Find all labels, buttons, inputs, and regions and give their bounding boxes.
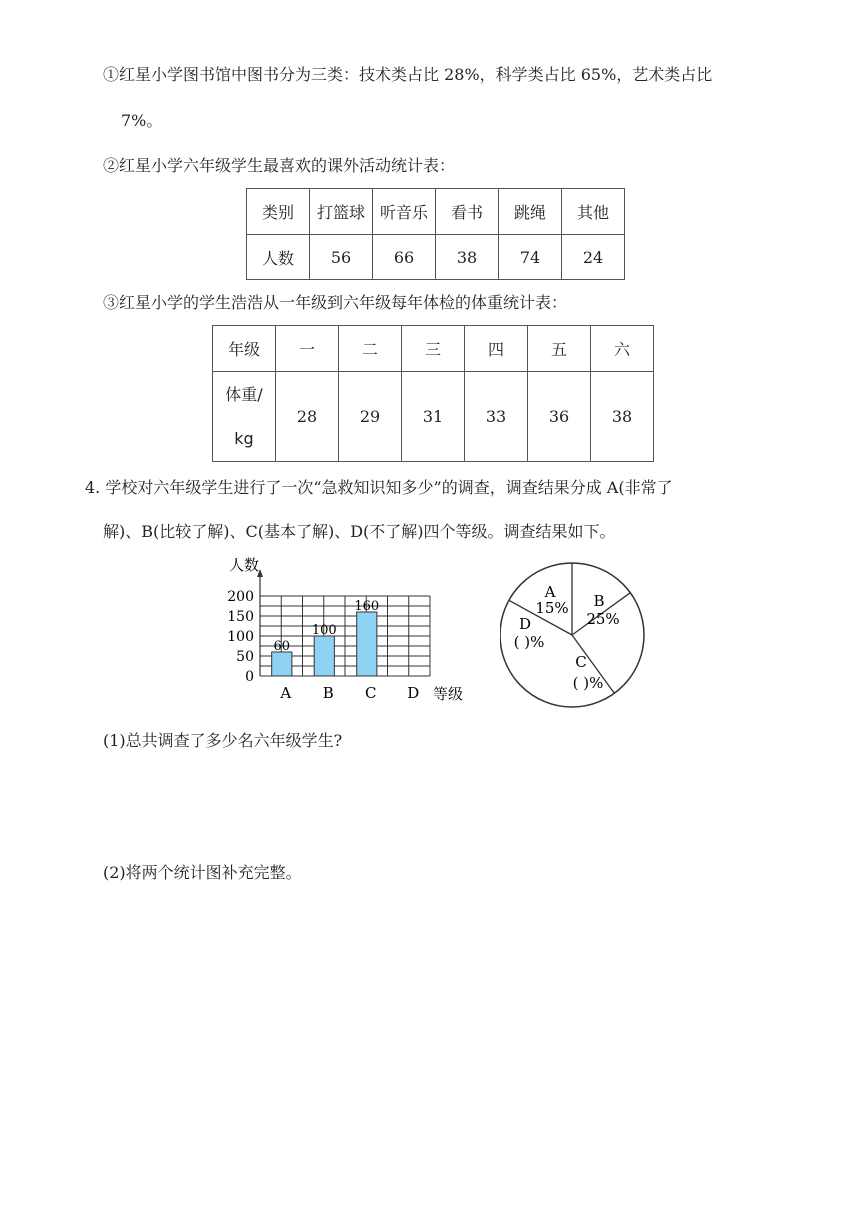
pie-label-c: C — [575, 653, 587, 671]
item3-title: ③红星小学的学生浩浩从一年级到六年级每年体检的体重统计表： — [103, 293, 568, 312]
y-tick-label: 0 — [245, 669, 254, 685]
table-cell: 33 — [465, 372, 528, 462]
table-cell: 24 — [562, 235, 625, 280]
question4-line-2: 解)、B(比较了解)、C(基本了解)、D(不了解)四个等级。调查结果如下。 — [103, 522, 616, 541]
x-tick-label: B — [322, 684, 334, 702]
table-cell: 跳绳 — [499, 189, 562, 235]
table-cell: 38 — [436, 235, 499, 280]
activity-table — [246, 188, 625, 280]
y-tick-label: 100 — [227, 629, 254, 645]
table-cell: 五 — [528, 326, 591, 372]
pie-label-b: B — [593, 592, 605, 610]
table-cell: 31 — [402, 372, 465, 462]
bar-chart-ylabel: 人数 — [228, 556, 260, 574]
x-tick-label: A — [280, 684, 292, 702]
y-tick-label: 200 — [227, 589, 254, 605]
pie-value-d: ( )% — [513, 633, 545, 651]
table-cell: 28 — [276, 372, 339, 462]
weight-table — [212, 325, 654, 462]
bar — [357, 612, 377, 676]
table-cell: 看书 — [436, 189, 499, 235]
table-cell: 类别 — [247, 189, 310, 235]
pie-value-c: ( )% — [572, 674, 604, 692]
bar-chart-xlabel: 等级 — [432, 685, 464, 703]
item2-title: ②红星小学六年级学生最喜欢的课外活动统计表： — [103, 156, 456, 175]
item1-text-line-2: 7%。 — [121, 111, 163, 130]
bar-chart-bars — [272, 599, 380, 676]
item1-text-line-1: ①红星小学图书馆中图书分为三类：技术类占比 28%，科学类占比 65%，艺术类占比 — [103, 65, 713, 84]
table-cell: 二 — [339, 326, 402, 372]
pie-value-b: 25% — [586, 610, 620, 628]
table-cell: 36 — [528, 372, 591, 462]
weight-label-b: kg — [234, 428, 254, 448]
table-cell: 四 — [465, 326, 528, 372]
bar-value-label: 60 — [273, 639, 291, 654]
pie-value-a: 15% — [535, 599, 569, 617]
table-cell: 29 — [339, 372, 402, 462]
sub-question-2: (2)将两个统计图补充完整。 — [103, 863, 302, 882]
table-cell: 66 — [373, 235, 436, 280]
table-cell: 其他 — [562, 189, 625, 235]
table-cell: 年级 — [213, 326, 276, 372]
x-tick-label: C — [365, 684, 377, 702]
bar — [314, 636, 334, 676]
sub-question-1: (1)总共调查了多少名六年级学生? — [103, 731, 343, 750]
pie-chart — [500, 553, 660, 713]
bar-value-label: 160 — [354, 599, 380, 614]
table-cell: 听音乐 — [373, 189, 436, 235]
y-tick-label: 150 — [227, 609, 254, 625]
table-cell: 74 — [499, 235, 562, 280]
weight-label-a: 体重/ — [225, 384, 263, 404]
pie-label-d: D — [518, 615, 532, 633]
table-cell: 56 — [310, 235, 373, 280]
table-cell: 人数 — [247, 235, 310, 280]
table-cell: 38 — [591, 372, 654, 462]
table-cell: 打篮球 — [310, 189, 373, 235]
bar-value-label: 100 — [311, 623, 337, 638]
x-tick-label: D — [407, 684, 420, 702]
table-cell: 三 — [402, 326, 465, 372]
table-cell — [213, 372, 276, 462]
bar-chart — [210, 553, 480, 703]
question4-line-1: 4. 学校对六年级学生进行了一次“急救知识知多少”的调查，调查结果分成 A(非常了 — [85, 478, 673, 497]
pie-label-a: A — [544, 583, 556, 601]
y-tick-label: 50 — [236, 649, 254, 665]
bar — [272, 652, 292, 676]
table-cell: 一 — [276, 326, 339, 372]
table-cell: 六 — [591, 326, 654, 372]
